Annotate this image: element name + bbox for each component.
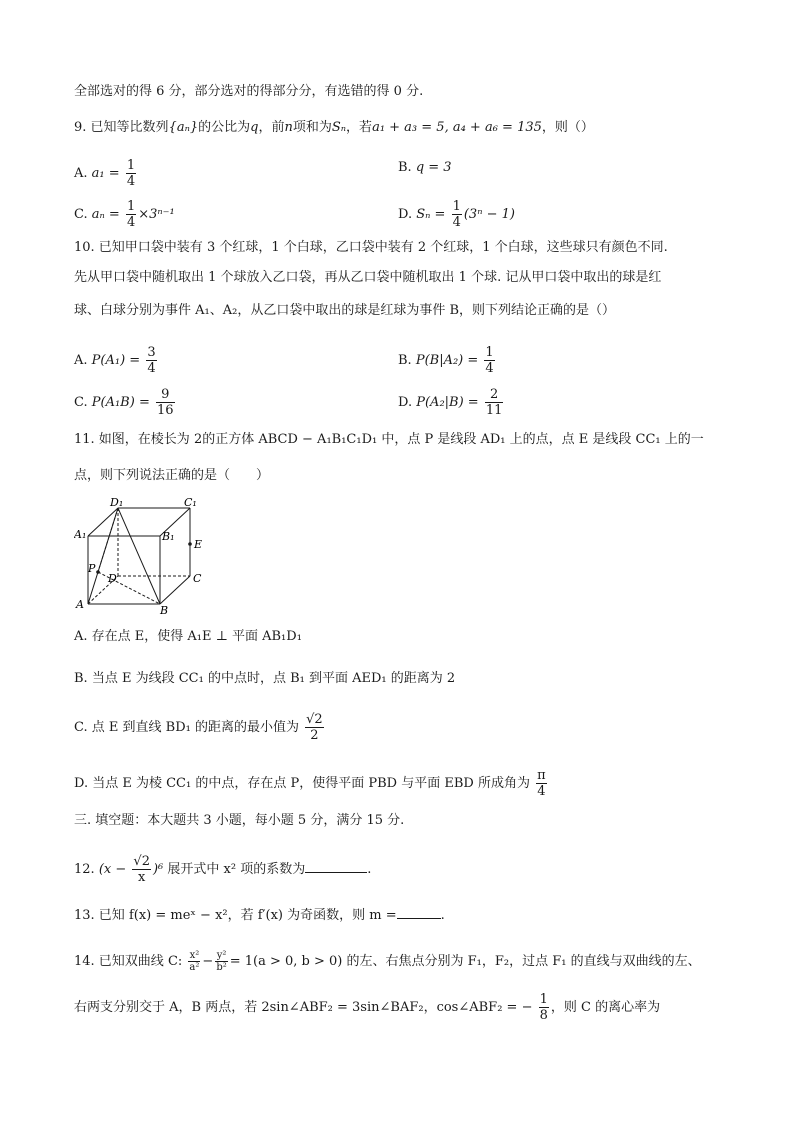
scoring-rule-text: 全部选对的得 6 分，部分选对的得部分分，有选错的得 0 分. <box>74 84 424 99</box>
numerator: x² <box>189 950 200 961</box>
numerator: √2 <box>133 854 150 869</box>
numerator: 1 <box>126 199 136 214</box>
math-expr: Sₙ = <box>416 207 446 222</box>
fraction <box>215 950 227 973</box>
q9-ratio: q <box>250 120 259 135</box>
fraction <box>132 854 151 885</box>
q9-sequence: {aₙ} <box>168 120 199 135</box>
fraction <box>536 768 547 799</box>
denominator: 4 <box>485 361 494 376</box>
q9-stem-part: ，若 <box>346 120 373 135</box>
question-13 <box>74 906 445 926</box>
fraction <box>539 992 549 1023</box>
q9-stem-part: ，前 <box>258 120 285 135</box>
question-11-line-2: 点，则下列说法正确的是（ ） <box>74 468 270 483</box>
label-p: P <box>88 562 96 575</box>
numerator: √2 <box>306 712 323 727</box>
q9-stem-part: 项和为 <box>292 120 332 135</box>
fraction <box>484 345 494 376</box>
question-10-line-1: 10. 已知甲口袋中装有 3 个红球，1 个白球，乙口袋中装有 2 个红球，1 个白球，这些球只有颜色不同. <box>74 240 668 255</box>
question-text: 13. 已知 f(x) = meˣ − x²，若 f′(x) 为奇函数，则 m = <box>74 908 397 923</box>
math-expr: P(A₁B) = <box>91 395 150 410</box>
q10-option-c <box>74 387 177 418</box>
answer-blank[interactable] <box>397 918 441 919</box>
option-label: C. <box>74 395 88 410</box>
question-10-line-2: 先从甲口袋中随机取出 1 个球放入乙口袋，再从乙口袋中随机取出 1 个球. 记从甲口袋中取出的球是红 <box>74 270 662 285</box>
question-text: = 1(a > 0, b > 0) 的左、右焦点分别为 F₁，F₂，过点 F₁ 的直线与双曲线的左、 <box>229 954 701 969</box>
label-d: D <box>108 572 117 585</box>
q9-option-a <box>74 158 138 189</box>
math-expr: (x − <box>98 862 127 877</box>
question-11-line-1: 11. 如图，在棱长为 2的正方体 ABCD − A₁B₁C₁D₁ 中，点 P 是线段 AD₁ 上的点，点 E 是线段 CC₁ 上的一 <box>74 432 704 447</box>
denominator: 4 <box>537 784 546 799</box>
fraction <box>188 950 200 973</box>
answer-blank[interactable] <box>305 872 367 873</box>
numerator: y² <box>216 950 227 961</box>
segment-d1b <box>118 508 160 604</box>
math-expr: ×3ⁿ⁻¹ <box>138 207 175 222</box>
math-expr: q = 3 <box>415 160 452 175</box>
question-text: ，则 C 的离心率为 <box>550 1000 661 1015</box>
math-expr: P(A₁) = <box>91 353 141 368</box>
math-expr: aₙ = <box>91 207 120 222</box>
label-b: B <box>160 604 169 616</box>
label-d1: D₁ <box>110 496 124 509</box>
cube-diagram <box>74 494 214 616</box>
math-expr: P(B|A₂) = <box>415 353 479 368</box>
option-text: C. 点 E 到直线 BD₁ 的距离的最小值为 <box>74 720 299 735</box>
denominator: 4 <box>452 215 461 230</box>
numerator: 1 <box>539 992 548 1007</box>
denominator: x <box>138 870 146 885</box>
denominator: 4 <box>147 361 156 376</box>
fraction <box>452 199 462 230</box>
option-label: B. <box>398 160 412 175</box>
denominator: 11 <box>485 403 503 418</box>
denominator: a² <box>189 962 200 973</box>
math-expr: )⁶ <box>152 862 164 877</box>
fraction <box>305 712 324 743</box>
denominator: 2 <box>310 728 319 743</box>
math-expr: (3ⁿ − 1) <box>463 207 515 222</box>
numerator: 3 <box>147 345 156 360</box>
q9-stem-part: 9. 已知等比数列 <box>74 120 169 135</box>
label-e: E <box>194 538 203 551</box>
question-text: 右两支分别交于 A，B 两点，若 2sin∠ABF₂ = 3sin∠BAF₂，cos∠ABF₂ = − <box>74 1000 533 1015</box>
option-label: A. <box>74 166 88 181</box>
denominator: 4 <box>126 174 136 189</box>
edge-bc <box>160 576 190 604</box>
period: . <box>367 862 372 877</box>
fraction <box>485 387 504 418</box>
numerator: 1 <box>126 158 136 173</box>
question-text: 展开式中 x² 项的系数为 <box>167 862 306 877</box>
label-a1: A₁ <box>74 528 87 541</box>
q11-option-d <box>74 768 549 799</box>
option-label: D. <box>398 395 413 410</box>
q11-option-c <box>74 712 326 743</box>
label-b1: B₁ <box>162 530 175 543</box>
q11-option-b: B. 当点 E 为线段 CC₁ 的中点时，点 B₁ 到平面 AED₁ 的距离为 2 <box>74 671 456 686</box>
q9-option-b <box>398 158 452 178</box>
label-c: C <box>193 572 202 585</box>
q10-option-a <box>74 345 159 376</box>
math-expr: P(A₂|B) = <box>416 395 479 410</box>
numerator: 1 <box>452 199 461 214</box>
q9-option-d <box>398 199 515 230</box>
numerator: 1 <box>485 345 494 360</box>
option-label: C. <box>74 207 88 222</box>
denominator: 8 <box>539 1008 548 1023</box>
option-label: D. <box>398 207 413 222</box>
q9-sum: Sₙ <box>331 120 347 135</box>
minus-sign: − <box>202 954 214 969</box>
fraction <box>156 387 175 418</box>
numerator: 2 <box>485 387 504 403</box>
cube-figure <box>74 494 214 620</box>
math-expr: a₁ = <box>91 166 120 181</box>
q10-option-b <box>398 345 497 376</box>
denominator: 4 <box>126 215 136 230</box>
numerator: π <box>537 768 546 783</box>
q9-stem-part: 的公比为 <box>198 120 251 135</box>
q9-stem-part: ，则（） <box>541 120 594 135</box>
question-number: 12. <box>74 862 95 877</box>
question-14-line-2 <box>74 992 660 1023</box>
option-label: A. <box>74 353 88 368</box>
q9-condition: a₁ + a₃ = 5, a₄ + a₆ = 135 <box>372 120 542 135</box>
fraction <box>146 345 156 376</box>
option-text: D. 当点 E 为棱 CC₁ 的中点，存在点 P，使得平面 PBD 与平面 EBD 所成角为 <box>74 776 530 791</box>
period: . <box>440 908 445 923</box>
q9-n: n <box>284 120 293 135</box>
label-a: A <box>76 598 84 611</box>
point-p <box>96 570 100 574</box>
fraction <box>126 158 136 189</box>
question-14-line-1 <box>74 950 701 973</box>
option-label: B. <box>398 353 412 368</box>
q10-option-d <box>398 387 505 418</box>
question-12 <box>74 854 371 885</box>
question-9-stem <box>74 118 594 138</box>
fraction <box>126 199 136 230</box>
q9-option-c <box>74 199 175 230</box>
section-3-heading: 三. 填空题：本大题共 3 小题，每小题 5 分，满分 15 分. <box>74 813 405 828</box>
label-c1: C₁ <box>184 496 197 509</box>
point-e <box>188 542 192 546</box>
numerator: 9 <box>156 387 175 403</box>
denominator: b² <box>216 962 227 973</box>
question-text: 14. 已知双曲线 C: <box>74 954 183 969</box>
denominator: 16 <box>156 403 174 418</box>
question-10-line-3: 球、白球分别为事件 A₁、A₂，从乙口袋中取出的球是红球为事件 B，则下列结论正确的是（） <box>74 303 616 318</box>
q11-option-a: A. 存在点 E，使得 A₁E ⊥ 平面 AB₁D₁ <box>74 629 302 644</box>
